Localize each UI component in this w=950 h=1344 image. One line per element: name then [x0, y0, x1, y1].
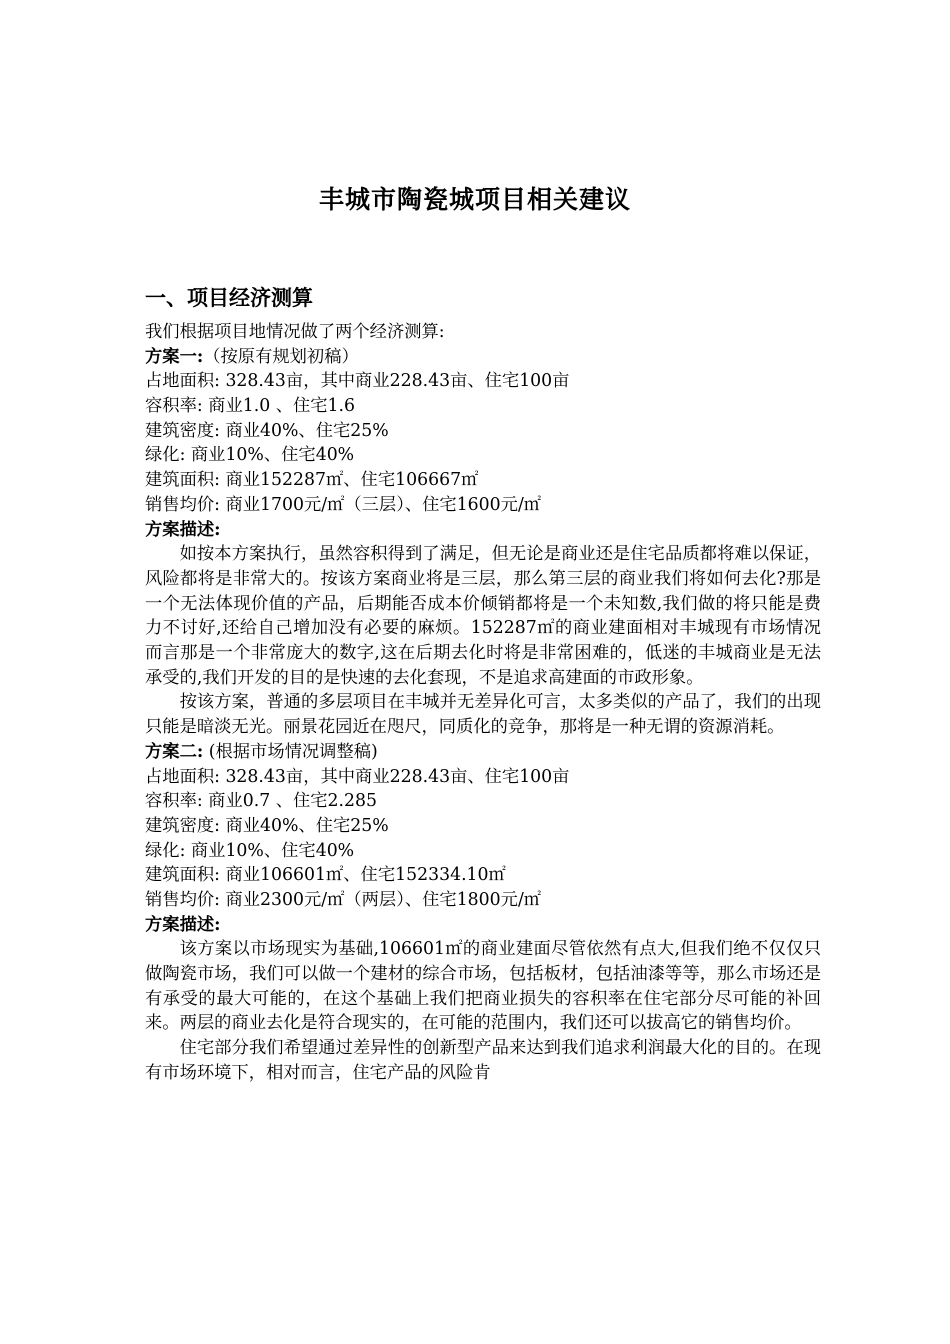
- plan1-item-sale-price: 销售均价: 商业1700元/㎡（三层）、住宅1600元/㎡: [145, 494, 542, 515]
- plan1-header: [145, 345, 821, 370]
- document-title: 丰城市陶瓷城项目相关建议: [318, 185, 631, 214]
- plan1-paragraph: 按该方案，普通的多层项目在丰城并无差异化可言，太多类似的产品了，我们的出现只能是暗淡无光。丽景花园近在咫尺，同质化的竞争，那将是一种无谓的资源消耗。: [145, 692, 821, 738]
- section-heading-economic-estimate: 一、项目经济测算: [145, 285, 313, 310]
- plan2-header: [145, 740, 821, 765]
- plan1-paragraph: 如按本方案执行，虽然容积得到了满足，但无论是商业还是住宅品质都将难以保证，风险都将是非常大的。按该方案商业将是三层，那么第三层的商业我们将如何去化?那是一个无法体现价值的产品，后期能否成本价倾销都将是一个未知数,我们做的将只能是费力不讨好,还给自己增加没有必要的麻烦。152287㎡的商业建面相对丰城现有市场情况而言那是一个非常庞大的数字,这在后期去化时将是非常困难的，低迷的丰城商业是无法承受的,我们开发的目的是快速的去化套现，不是追求高建面的市政形象。: [145, 544, 821, 688]
- plan2-item-sale-price: 销售均价: 商业2300元/㎡（两层）、住宅1800元/㎡: [145, 889, 542, 910]
- plan1-desc-label: 方案描述:: [145, 519, 221, 540]
- plan1-label: 方案一:: [145, 346, 204, 367]
- intro-line: 我们根据项目地情况做了两个经济测算:: [145, 322, 445, 342]
- plan2-item-greening: 绿化: 商业10%、住宅40%: [145, 840, 355, 861]
- plan1-item-building-density: 建筑密度: 商业40%、住宅25%: [145, 420, 389, 441]
- plan2-paragraph: 该方案以市场现实为基础,106601㎡的商业建面尽管依然有点大,但我们绝不仅仅只做陶瓷市场，我们可以做一个建材的综合市场，包括板材，包括油漆等等，那么市场还是有承受的最大可能的，在这个基础上我们把商业损失的容积率在住宅部分尽可能的补回来。两层的商业去化是符合现实的，在可能的范围内，我们还可以拔高它的销售均价。: [145, 939, 821, 1034]
- plan1-item-floor-area: 建筑面积: 商业152287㎡、住宅106667㎡: [145, 470, 479, 491]
- plan2-item-plot-ratio: 容积率: 商业0.7 、住宅2.285: [145, 791, 378, 812]
- plan2-label: 方案二:: [145, 741, 204, 762]
- plan1-item-greening: 绿化: 商业10%、住宅40%: [145, 445, 355, 466]
- plan2-item-land-area: 占地面积: 328.43亩，其中商业228.43亩、住宅100亩: [145, 766, 570, 787]
- plan2-paragraph: 住宅部分我们希望通过差异性的创新型产品来达到我们追求利润最大化的目的。在现有市场环境下，相对而言，住宅产品的风险肯: [145, 1038, 821, 1083]
- plan1-item-land-area: 占地面积: 328.43亩，其中商业228.43亩、住宅100亩: [145, 371, 570, 392]
- plan2-item-building-density: 建筑密度: 商业40%、住宅25%: [145, 815, 389, 836]
- plan1-item-plot-ratio: 容积率: 商业1.0 、住宅1.6: [145, 396, 356, 417]
- plan2-note: (根据市场情况调整稿): [203, 741, 378, 762]
- plan2-desc-label: 方案描述:: [145, 914, 221, 935]
- document-body: [145, 320, 821, 1086]
- plan2-item-floor-area: 建筑面积: 商业106601㎡、住宅152334.10㎡: [145, 865, 506, 886]
- plan1-note: （按原有规划初稿）: [203, 346, 359, 367]
